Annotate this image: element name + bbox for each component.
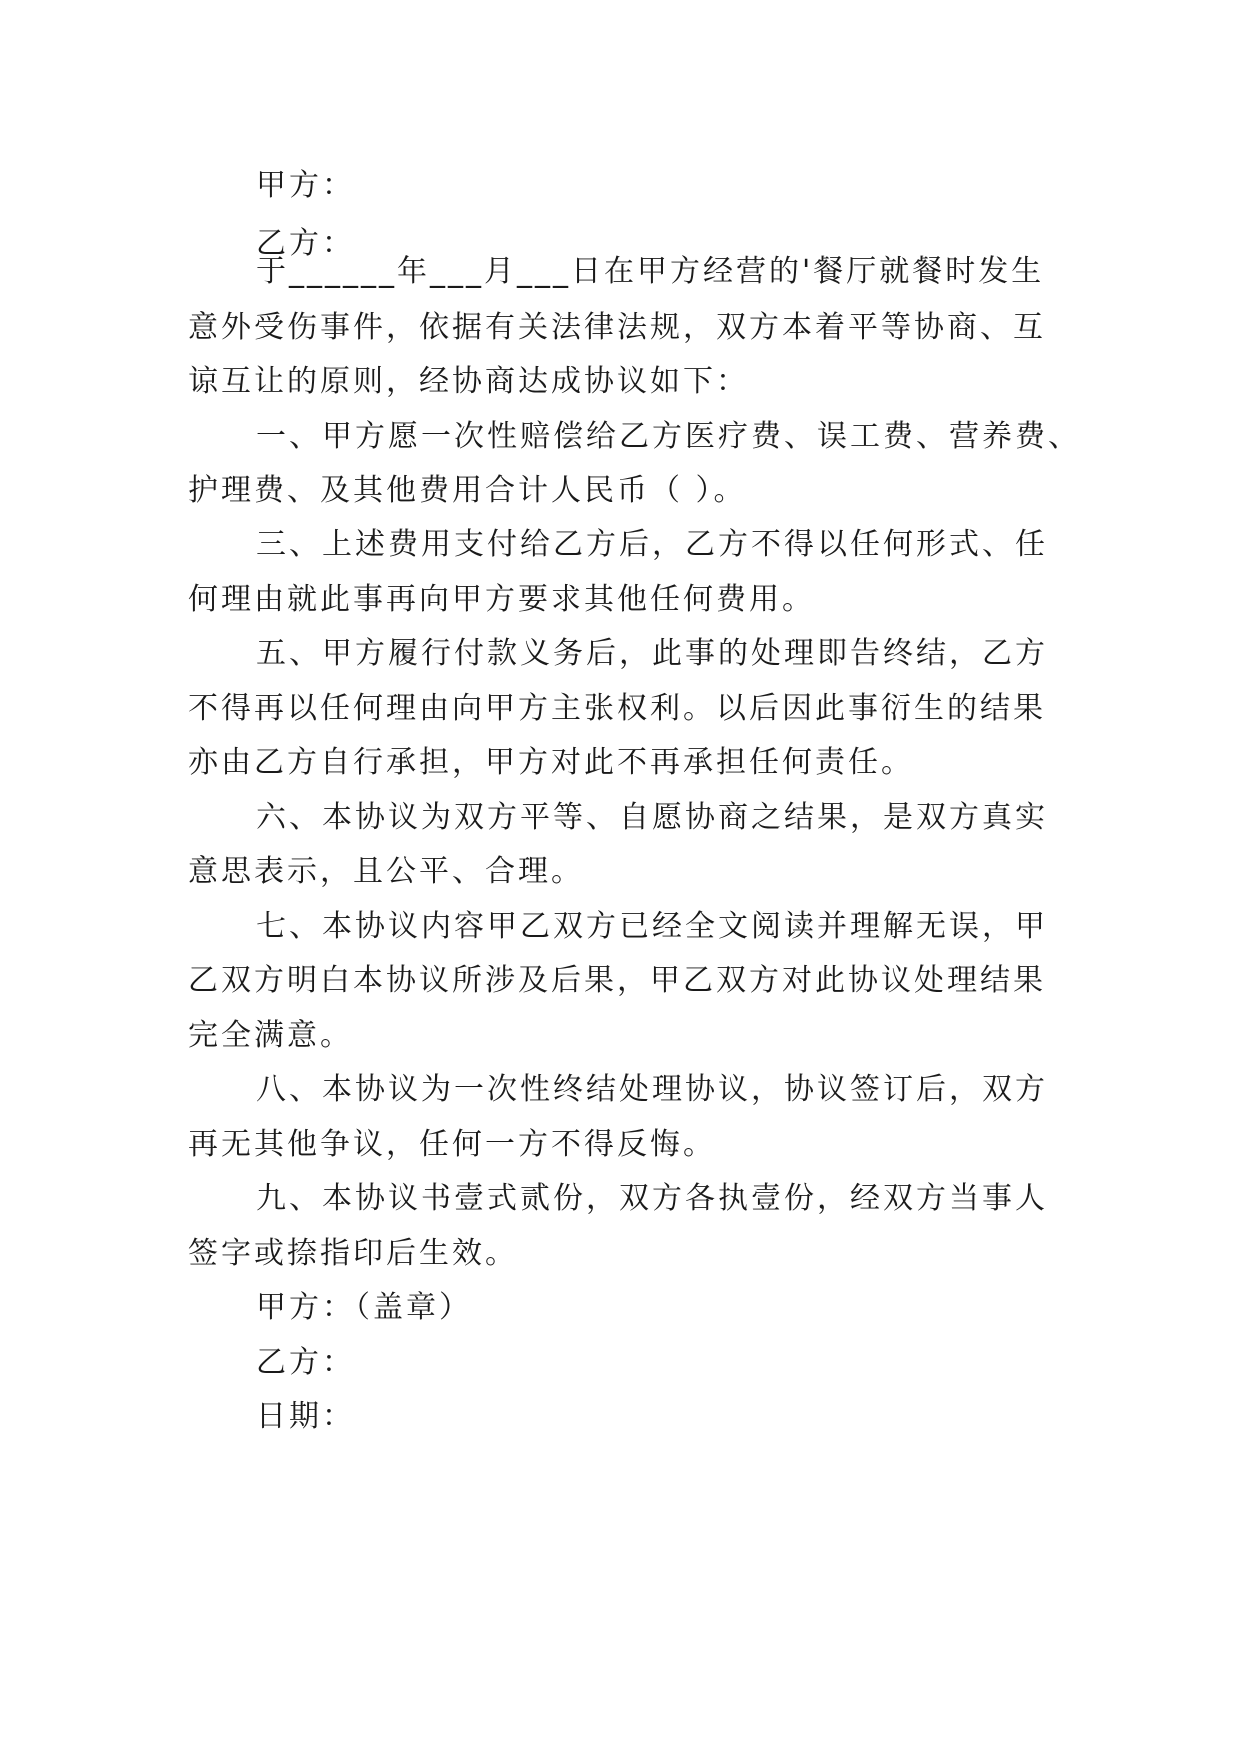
signature-party-a: 甲方：（盖章） bbox=[256, 1290, 472, 1325]
clause-9-line-2: 签字或捺指印后生效。 bbox=[188, 1236, 518, 1271]
clause-1-line-2: 护理费、及其他费用合计人民币（ ）。 bbox=[188, 473, 747, 508]
party-a-label: 甲方： bbox=[256, 168, 355, 203]
clause-7-line-2: 乙双方明白本协议所涉及后果，甲乙双方对此协议处理结果 bbox=[188, 963, 1046, 998]
party-b-label: 乙方： bbox=[256, 226, 355, 261]
clause-5-line-2: 不得再以任何理由向甲方主张权利。以后因此事衍生的结果 bbox=[188, 691, 1046, 726]
clause-6-line-1: 六、本协议为双方平等、自愿协商之结果，是双方真实 bbox=[256, 800, 1048, 835]
intro-line-2: 意外受伤事件，依据有关法律法规，双方本着平等协商、互 bbox=[188, 310, 1046, 345]
intro-line-3: 谅互让的原则，经协商达成协议如下： bbox=[188, 364, 749, 399]
clause-9-line-1: 九、本协议书壹式贰份，双方各执壹份，经双方当事人 bbox=[256, 1181, 1048, 1216]
clause-3-line-2: 何理由就此事再向甲方要求其他任何费用。 bbox=[188, 582, 815, 617]
clause-7-line-3: 完全满意。 bbox=[188, 1018, 353, 1053]
clause-7-line-1: 七、本协议内容甲乙双方已经全文阅读并理解无误，甲 bbox=[256, 909, 1048, 944]
clause-8-line-1: 八、本协议为一次性终结处理协议，协议签订后，双方 bbox=[256, 1072, 1048, 1107]
clause-3-line-1: 三、上述费用支付给乙方后，乙方不得以任何形式、任 bbox=[256, 527, 1048, 562]
clause-5-line-3: 亦由乙方自行承担，甲方对此不再承担任何责任。 bbox=[188, 745, 914, 780]
intro-line-1: 于______年___月___日在甲方经营的'餐厅就餐时发生 bbox=[256, 254, 1045, 289]
signature-date: 日期： bbox=[256, 1399, 355, 1434]
clause-1-line-1: 一、甲方愿一次性赔偿给乙方医疗费、误工费、营养费、 bbox=[256, 419, 1081, 454]
clause-8-line-2: 再无其他争议，任何一方不得反悔。 bbox=[188, 1127, 716, 1162]
clause-6-line-2: 意思表示，且公平、合理。 bbox=[188, 854, 584, 889]
clause-5-line-1: 五、甲方履行付款义务后，此事的处理即告终结，乙方 bbox=[256, 636, 1048, 671]
signature-party-b: 乙方： bbox=[256, 1345, 355, 1380]
